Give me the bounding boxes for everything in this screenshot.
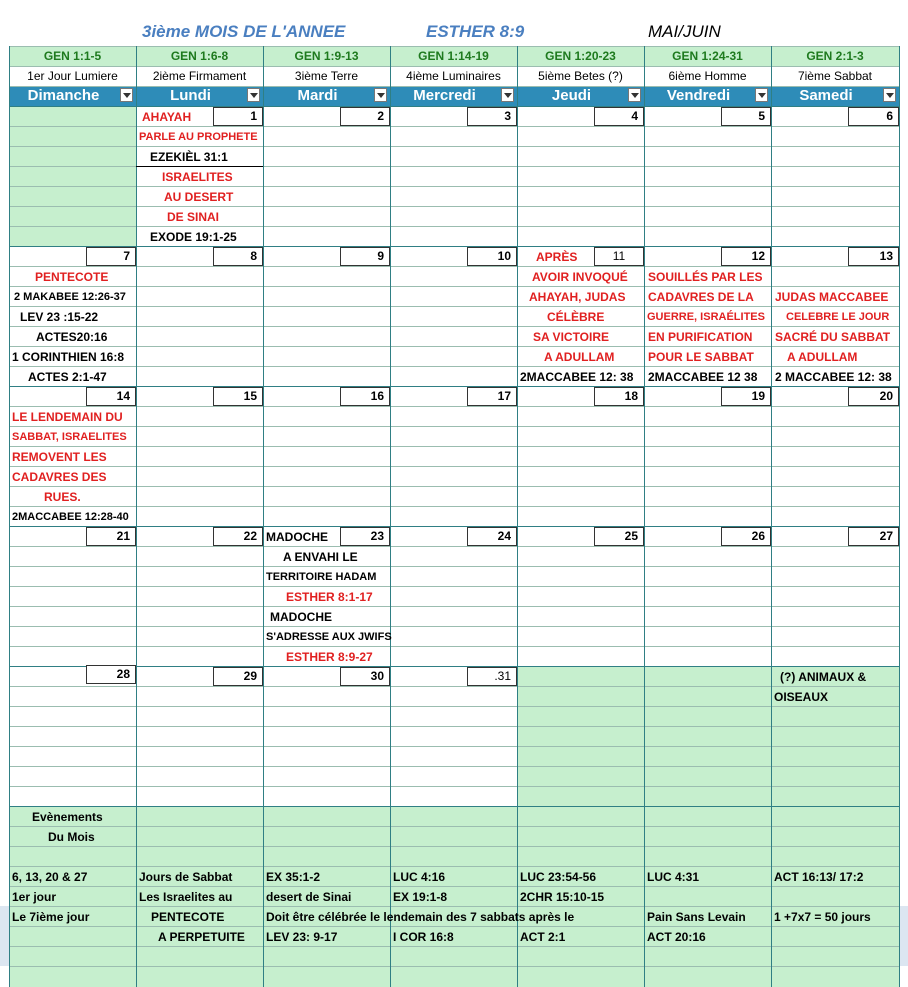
event-text: EZEKIÈL 31:1 — [150, 150, 228, 164]
side-band-left — [0, 906, 9, 966]
footer-cell: 1er jour — [12, 890, 57, 904]
event-text: MADOCHE — [266, 530, 328, 544]
row-line — [9, 226, 899, 227]
column-line — [263, 46, 264, 987]
row-line — [9, 506, 899, 507]
gen-ref-vendredi: GEN 1:24-31 — [672, 49, 743, 63]
date-cell[interactable]: 22 — [213, 527, 263, 546]
date-cell[interactable]: 3 — [467, 107, 517, 126]
header-label: Dimanche — [27, 87, 100, 104]
header-label: Lundi — [170, 87, 211, 104]
row-line — [9, 46, 899, 47]
row-line — [9, 326, 899, 327]
event-text: 1 CORINTHIEN 16:8 — [12, 350, 125, 364]
event-text: DE SINAI — [167, 210, 220, 224]
date-cell[interactable]: 23 — [340, 527, 390, 546]
date-cell[interactable]: 29 — [213, 667, 263, 686]
footer-cell: LUC 23:54-56 — [520, 870, 597, 884]
event-text: AHAYAH, JUDAS — [529, 290, 626, 304]
footer-title: Evènements — [32, 810, 103, 824]
week-line — [9, 666, 899, 667]
date-cell[interactable]: 27 — [848, 527, 899, 546]
footer-cell: ACT 16:13/ 17:2 — [774, 870, 864, 884]
side-band-right — [899, 906, 908, 966]
column-line — [899, 46, 900, 987]
event-text: 2MACCABEE 12 38 — [648, 370, 758, 384]
row-line — [9, 466, 899, 467]
footer-cell: LEV 23: 9-17 — [266, 930, 338, 944]
row-line — [9, 966, 899, 967]
row-line — [9, 346, 899, 347]
row-line — [9, 306, 899, 307]
row-line — [9, 566, 899, 567]
gen-ref-samedi: GEN 2:1-3 — [806, 49, 864, 63]
row-line — [9, 66, 899, 67]
date-cell[interactable]: 13 — [848, 247, 899, 266]
event-text: ESTHER 8:1-17 — [286, 590, 373, 604]
date-cell[interactable]: 17 — [467, 387, 517, 406]
event-text: LEV 23 :15-22 — [20, 310, 99, 324]
event-text: ACTES20:16 — [36, 330, 108, 344]
filter-dropdown-icon[interactable] — [883, 88, 896, 102]
row-line — [9, 546, 899, 547]
event-text: S'ADRESSE AUX JWIFS — [266, 631, 392, 643]
gen-ref-mercredi: GEN 1:14-19 — [418, 49, 489, 63]
event-text: (?) ANIMAUX & — [780, 670, 867, 684]
month-title: 3ième MOIS DE L'ANNEE — [142, 22, 346, 41]
filter-dropdown-icon[interactable] — [628, 88, 641, 102]
event-text: A ADULLAM — [544, 350, 615, 364]
day-desc-jeudi: 5ième Betes (?) — [538, 69, 623, 83]
date-cell[interactable]: 19 — [721, 387, 771, 406]
date-cell[interactable]: 5 — [721, 107, 771, 126]
event-text: AHAYAH — [142, 110, 192, 124]
footer-cell: Pain Sans Levain — [647, 910, 746, 924]
date-cell[interactable]: 12 — [721, 247, 771, 266]
filter-dropdown-icon[interactable] — [755, 88, 768, 102]
footer-cell: PENTECOTE — [151, 910, 225, 924]
row-line — [9, 406, 899, 407]
event-text: 2 MACCABEE 12: 38 — [775, 370, 892, 384]
header-jeudi — [517, 86, 644, 106]
row-line — [9, 366, 899, 367]
column-line — [9, 46, 10, 987]
header-lundi — [136, 86, 263, 106]
filter-dropdown-icon[interactable] — [501, 88, 514, 102]
event-text: SABBAT, ISRAELITES — [12, 431, 127, 443]
date-cell[interactable]: .31 — [467, 667, 517, 686]
footer-cell: EX 35:1-2 — [266, 870, 321, 884]
row-line — [9, 186, 899, 187]
event-text: ISRAELITES — [162, 170, 233, 184]
header-mercredi — [390, 86, 517, 106]
footer-cell: I COR 16:8 — [393, 930, 454, 944]
header-dimanche — [9, 86, 136, 106]
event-text: 2MACCABEE 12:28-40 — [12, 511, 129, 523]
event-text: 2 MAKABEE 12:26-37 — [14, 291, 126, 303]
date-cell[interactable]: 26 — [721, 527, 771, 546]
row-line — [9, 646, 899, 647]
event-text: PARLE AU PROPHETE — [139, 131, 258, 143]
event-text: RUES. — [44, 490, 81, 504]
header-label: Mardi — [297, 87, 338, 104]
row-line — [9, 606, 899, 607]
footer-cell: Les Israelites au — [139, 890, 233, 904]
reference-title: ESTHER 8:9 — [426, 22, 525, 41]
event-text: JUDAS MACCABEE — [775, 290, 889, 304]
header-label: Mercredi — [413, 87, 476, 104]
date-cell[interactable]: 2 — [340, 107, 390, 126]
date-cell[interactable]: 21 — [86, 527, 136, 546]
date-cell[interactable]: 18 — [594, 387, 644, 406]
gen-ref-mardi: GEN 1:9-13 — [294, 49, 359, 63]
gen-ref-lundi: GEN 1:6-8 — [170, 49, 229, 63]
event-text: APRÈS — [536, 250, 578, 264]
week1-sunday-bg — [9, 106, 136, 246]
filter-dropdown-icon[interactable] — [120, 88, 133, 102]
date-cell[interactable]: 24 — [467, 527, 517, 546]
date-cell[interactable]: 7 — [86, 247, 136, 266]
footer-cell: EX 19:1-8 — [393, 890, 448, 904]
date-cell[interactable]: 1 — [213, 107, 263, 126]
date-cell[interactable]: 11 — [594, 247, 644, 266]
header-samedi — [771, 86, 899, 106]
date-cell[interactable]: 28 — [86, 665, 136, 684]
date-cell[interactable]: 8 — [213, 247, 263, 266]
day-desc-samedi: 7ième Sabbat — [797, 69, 873, 83]
event-text: AU DESERT — [164, 190, 234, 204]
event-text: A ADULLAM — [787, 350, 858, 364]
row-line — [9, 426, 899, 427]
row-line — [9, 626, 899, 627]
date-cell[interactable]: 9 — [340, 247, 390, 266]
row-line — [9, 446, 899, 447]
header-label: Vendredi — [666, 87, 731, 104]
row-line — [9, 86, 899, 87]
column-line — [644, 46, 645, 987]
day-desc-dimanche: 1er Jour Lumiere — [27, 69, 118, 83]
column-line — [136, 46, 137, 987]
footer-cell: LUC 4:16 — [393, 870, 446, 884]
event-text: CÉLÈBRE — [547, 310, 605, 324]
column-line — [390, 46, 391, 987]
event-text: SACRÉ DU SABBAT — [775, 330, 891, 344]
event-text: CELEBRE LE JOUR — [786, 311, 890, 323]
row-line — [9, 286, 899, 287]
event-text: POUR LE SABBAT — [648, 350, 754, 364]
event-text: ACTES 2:1-47 — [28, 370, 107, 384]
column-line — [517, 46, 518, 987]
footer-cell: 6, 13, 20 & 27 — [12, 870, 88, 884]
date-cell[interactable]: 20 — [848, 387, 899, 406]
event-text: LE LENDEMAIN DU — [12, 410, 123, 424]
event-text: CADAVRES DE LA — [648, 290, 754, 304]
footer-cell: desert de Sinai — [266, 890, 352, 904]
event-text: EXODE 19:1-25 — [150, 230, 237, 244]
date-cell[interactable]: 10 — [467, 247, 517, 266]
column-line — [771, 46, 772, 987]
row-line — [9, 826, 899, 827]
event-text: AVOIR INVOQUÉ — [532, 270, 628, 284]
footer-cell: ACT 20:16 — [647, 930, 706, 944]
header-mardi — [263, 86, 390, 106]
row-line — [9, 726, 899, 727]
filter-dropdown-icon[interactable] — [374, 88, 387, 102]
event-text: MADOCHE — [270, 610, 332, 624]
period-title: MAI/JUIN — [648, 22, 721, 41]
event-text: GUERRE, ISRAÉLITES — [647, 311, 765, 323]
footer-cell: A PERPETUITE — [158, 930, 245, 944]
event-text: PENTECOTE — [35, 270, 109, 284]
day-desc-mardi: 3ième Terre — [294, 69, 359, 83]
date-cell[interactable]: 14 — [86, 387, 136, 406]
row-line — [9, 706, 899, 707]
date-cell[interactable]: 25 — [594, 527, 644, 546]
week-line — [9, 806, 899, 807]
footer-cell: Le 7ième jour — [12, 910, 90, 924]
event-text: A ENVAHI LE — [283, 550, 358, 564]
header-label: Samedi — [799, 87, 853, 104]
row-line — [9, 786, 899, 787]
row-line — [9, 266, 899, 267]
gen-ref-dimanche: GEN 1:1-5 — [43, 49, 102, 63]
event-text: CADAVRES DES — [12, 470, 107, 484]
header-vendredi — [644, 86, 771, 106]
day-desc-lundi: 2ième Firmament — [152, 69, 247, 83]
event-text: OISEAUX — [774, 690, 829, 704]
date-cell[interactable]: 16 — [340, 387, 390, 406]
event-text: REMOVENT LES — [12, 450, 107, 464]
event-text: EN PURIFICATION — [648, 330, 753, 344]
row-line — [9, 946, 899, 947]
week5-empty-bg — [517, 666, 899, 806]
footer-cell: 1 +7x7 = 50 jours — [774, 910, 871, 924]
header-label: Jeudi — [551, 87, 592, 104]
day-desc-mercredi: 4ième Luminaires — [406, 69, 501, 83]
row-line — [9, 766, 899, 767]
footer-cell: ACT 2:1 — [520, 930, 566, 944]
footer-cell: Doit être célébrée le lendemain des 7 sabbats après le — [266, 910, 575, 924]
date-cell[interactable]: 15 — [213, 387, 263, 406]
event-text: ESTHER 8:9-27 — [286, 650, 373, 664]
event-text: TERRITOIRE HADAM — [266, 571, 377, 583]
footer-cell: Jours de Sabbat — [139, 870, 233, 884]
date-cell[interactable]: 4 — [594, 107, 644, 126]
row-line — [9, 206, 899, 207]
day-desc-vendredi: 6ième Homme — [668, 69, 747, 83]
row-line — [9, 486, 899, 487]
row-line — [9, 846, 899, 847]
gen-ref-jeudi: GEN 1:20-23 — [545, 49, 616, 63]
filter-dropdown-icon[interactable] — [247, 88, 260, 102]
event-text: SA VICTOIRE — [533, 330, 610, 344]
date-cell[interactable]: 30 — [340, 667, 390, 686]
footer-cell: LUC 4:31 — [647, 870, 700, 884]
row-line — [9, 746, 899, 747]
footer-cell: 2CHR 15:10-15 — [520, 890, 605, 904]
row-line — [9, 586, 899, 587]
row-line — [9, 686, 899, 687]
footer-title: Du Mois — [48, 830, 95, 844]
event-text: 2MACCABEE 12: 38 — [520, 370, 634, 384]
event-text: SOUILLÉS PAR LES — [648, 270, 763, 284]
date-cell[interactable]: 6 — [848, 107, 899, 126]
